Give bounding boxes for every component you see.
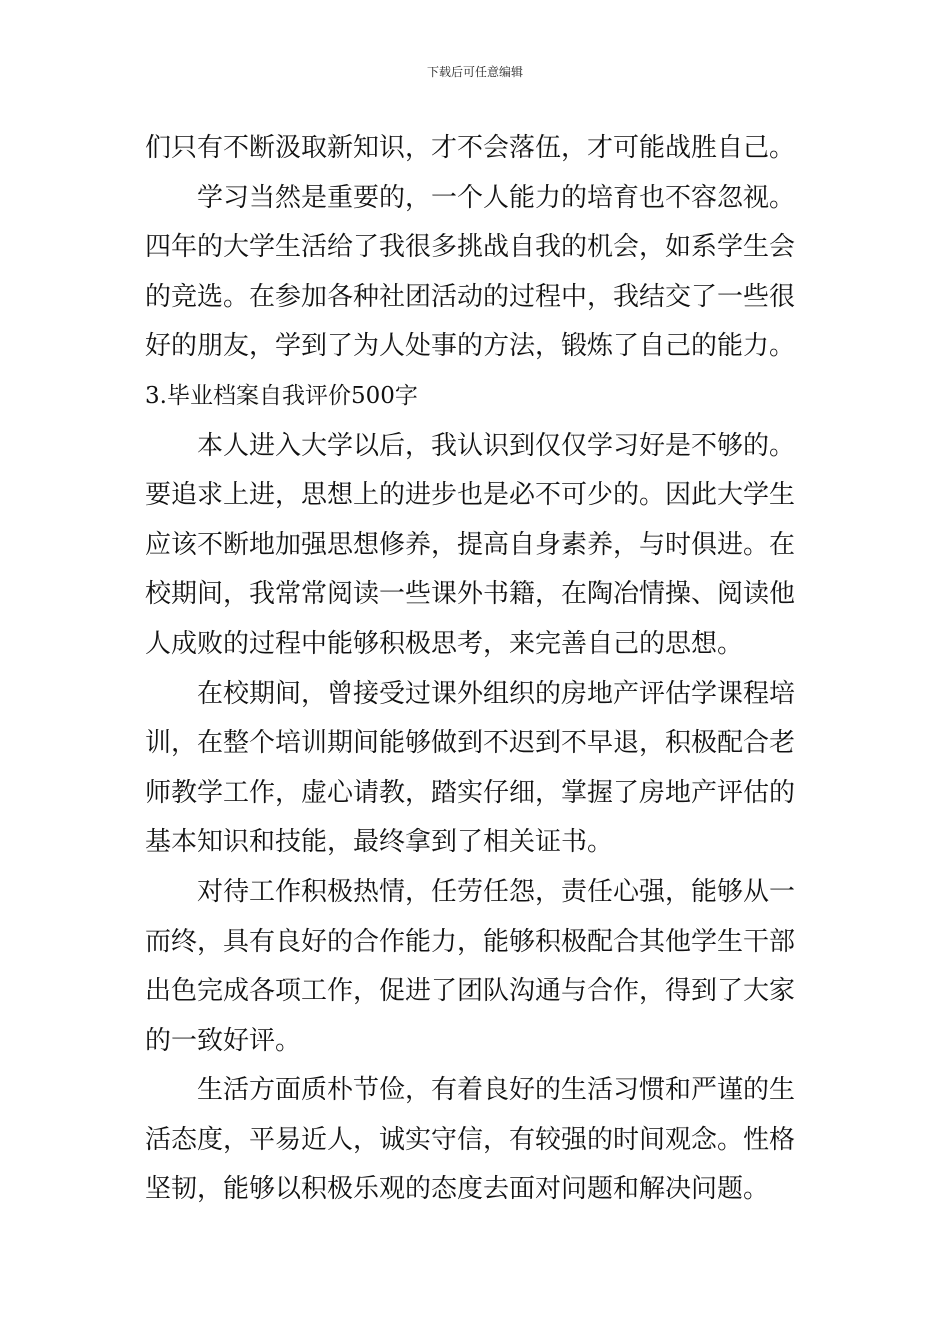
paragraph-first-line: 在校期间，曾接受过课外组织的房地产评估学课程培	[197, 678, 796, 709]
paragraph-first-line: 本人进入大学以后，我认识到仅仅学习好是不够的。	[197, 430, 796, 461]
text-line: 师教学工作，虚心请教，踏实仔细，掌握了房地产评估的	[145, 777, 796, 808]
text-line: 活态度，平易近人，诚实守信，有较强的时间观念。性格	[145, 1124, 796, 1155]
text-line: 要追求上进，思想上的进步也是必不可少的。因此大学生	[145, 480, 796, 511]
paragraph-first-line: 生活方面质朴节俭，有着良好的生活习惯和严谨的生	[197, 1075, 796, 1106]
page-header-note: 下载后可任意编辑	[426, 65, 523, 79]
text-line: 四年的大学生活给了我很多挑战自我的机会，如系学生会	[145, 232, 796, 263]
text-line: 出色完成各项工作，促进了团队沟通与合作，得到了大家	[145, 976, 796, 1007]
document-body	[145, 124, 809, 1215]
paragraph-first-line: 学习当然是重要的，一个人能力的培育也不容忽视。	[197, 182, 796, 213]
text-line: 们只有不断汲取新知识，才不会落伍，才可能战胜自己。	[145, 133, 796, 163]
text-line: 人成败的过程中能够积极思考，来完善自己的思想。	[145, 628, 744, 659]
text-line: 而终，具有良好的合作能力，能够积极配合其他学生干部	[145, 926, 796, 957]
text-line: 坚韧，能够以积极乐观的态度去面对问题和解决问题。	[145, 1174, 770, 1205]
text-line: 基本知识和技能，最终拿到了相关证书。	[145, 827, 614, 858]
text-line: 的一致好评。	[145, 1025, 302, 1056]
section-heading: 3.毕业档案自我评价500字	[145, 382, 418, 409]
text-line: 应该不断地加强思想修养，提高自身素养，与时俱进。在	[145, 529, 796, 560]
paragraph-first-line: 对待工作积极热情，任劳任怨，责任心强，能够从一	[197, 876, 796, 907]
text-line: 训，在整个培训期间能够做到不迟到不早退，积极配合老	[145, 728, 796, 759]
text-line: 校期间，我常常阅读一些课外书籍，在陶冶情操、阅读他	[145, 579, 796, 610]
text-line: 的竞选。在参加各种社团活动的过程中，我结交了一些很	[145, 281, 796, 312]
text-line: 好的朋友，学到了为人处事的方法，锻炼了自己的能力。	[145, 331, 796, 362]
